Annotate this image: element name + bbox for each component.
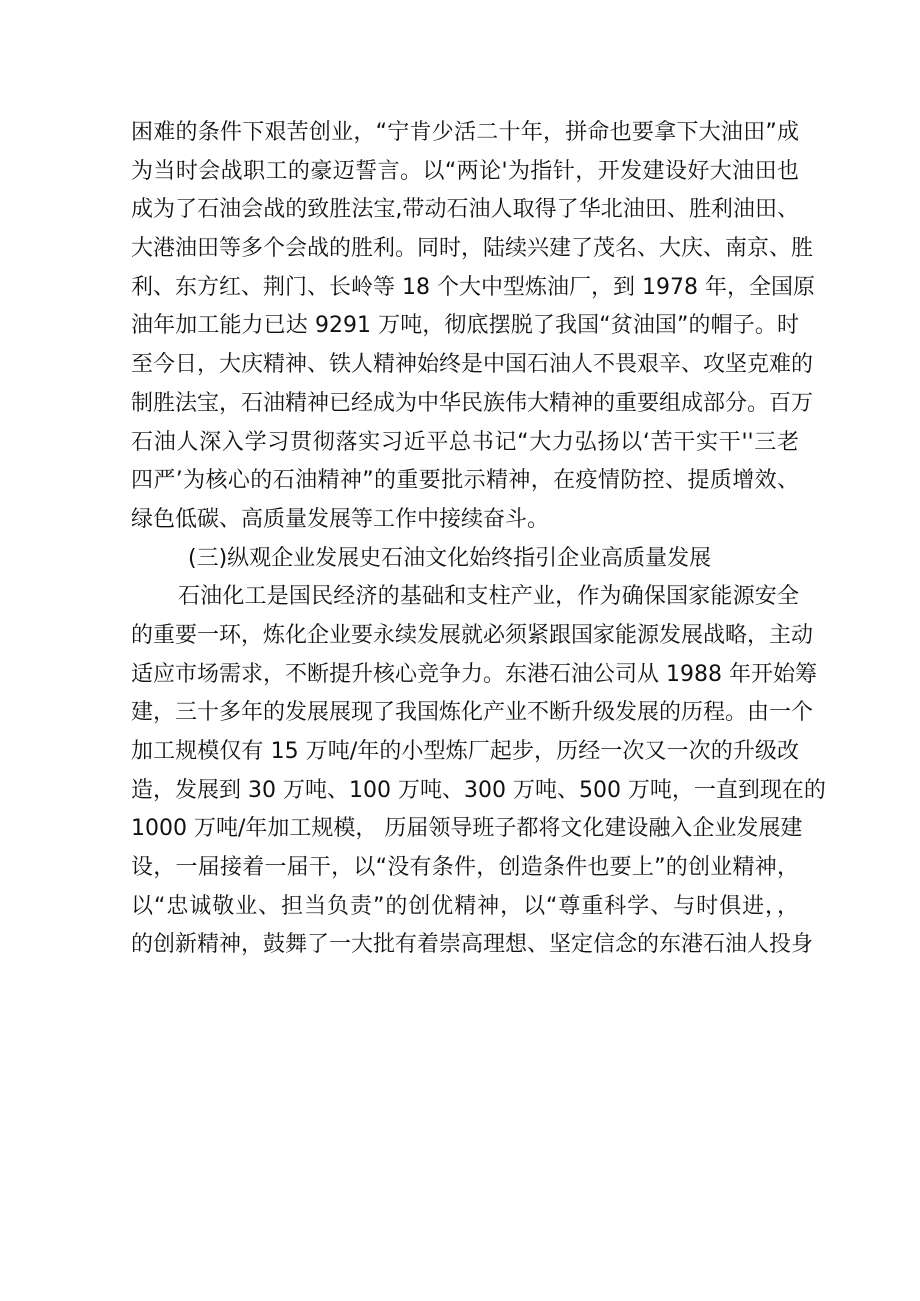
paragraph-line: 建，三十多年的发展展现了我国炼化产业不断升级发展的历程。由一个 [131,700,814,726]
paragraph-line: 制胜法宝，石油精神已经成为中华民族伟大精神的重要组成部分。百万 [131,390,814,416]
paragraph-line: 利、东方红、荆门、长岭等 18 个大中型炼油厂，到 1978 年，全国原 [131,274,815,300]
section-heading: (三)纵观企业发展史石油文化始终指引企业高质量发展 [188,545,712,571]
paragraph-line: 至今日，大庆精神、铁人精神始终是中国石油人不畏艰辛、攻坚克难的 [131,352,814,378]
paragraph-line: 的创新精神，鼓舞了一大批有着崇高理想、坚定信念的东港石油人投身 [131,932,814,958]
paragraph-line: 大港油田等多个会战的胜利。同时，陆续兴建了茂名、大庆、南京、胜 [131,236,814,262]
paragraph-line: 四严’为核心的石油精神”的重要批示精神，在疫情防控、提质增效、 [131,468,799,494]
paragraph-line: 油年加工能力已达 9291 万吨，彻底摆脱了我国“贫油国”的帽子。时 [131,313,799,339]
paragraph-line: 的重要一环，炼化企业要永续发展就必须紧跟国家能源发展战略，主动 [131,622,814,648]
paragraph-line: 造，发展到 30 万吨、100 万吨、300 万吨、500 万吨，一直到现在的 [131,777,826,803]
paragraph-line: 困难的条件下艰苦创业，“宁肯少活二十年，拼命也要拿下大油田”成 [131,120,799,145]
paragraph-line: 为当时会战职工的豪迈誓言。以“两论'为指针，开发建设好大油田也 [131,158,799,184]
paragraph-line: 1000 万吨/年加工规模， 历届领导班子都将文化建设融入企业发展建 [131,816,803,842]
paragraph-line: 设，一届接着一届干，以“没有条件，创造条件也要上”的创业精神， [131,855,799,881]
paragraph-line: 绿色低碳、高质量发展等工作中接续奋斗。 [131,506,550,532]
paragraph-line: 以“忠诚敬业、担当负责”的创优精神，以“尊重科学、与时俱进，， [131,893,799,919]
paragraph-line: 石油化工是国民经济的基础和支柱产业，作为确保国家能源安全 [178,584,799,610]
body-text [131,114,826,965]
paragraph-line: 加工规模仅有 15 万吨/年的小型炼厂起步，历经一次又一次的升级改 [131,739,799,764]
paragraph-line: 成为了石油会战的致胜法宝,带动石油人取得了华北油田、胜利油田、 [131,197,799,223]
paragraph-line: 石油人深入学习贯彻落实习近平总书记“大力弘扬以‘苦干实干''三老 [131,429,799,455]
paragraph-line: 适应市场需求，不断提升核心竞争力。东港石油公司从 1988 年开始筹 [131,661,817,687]
